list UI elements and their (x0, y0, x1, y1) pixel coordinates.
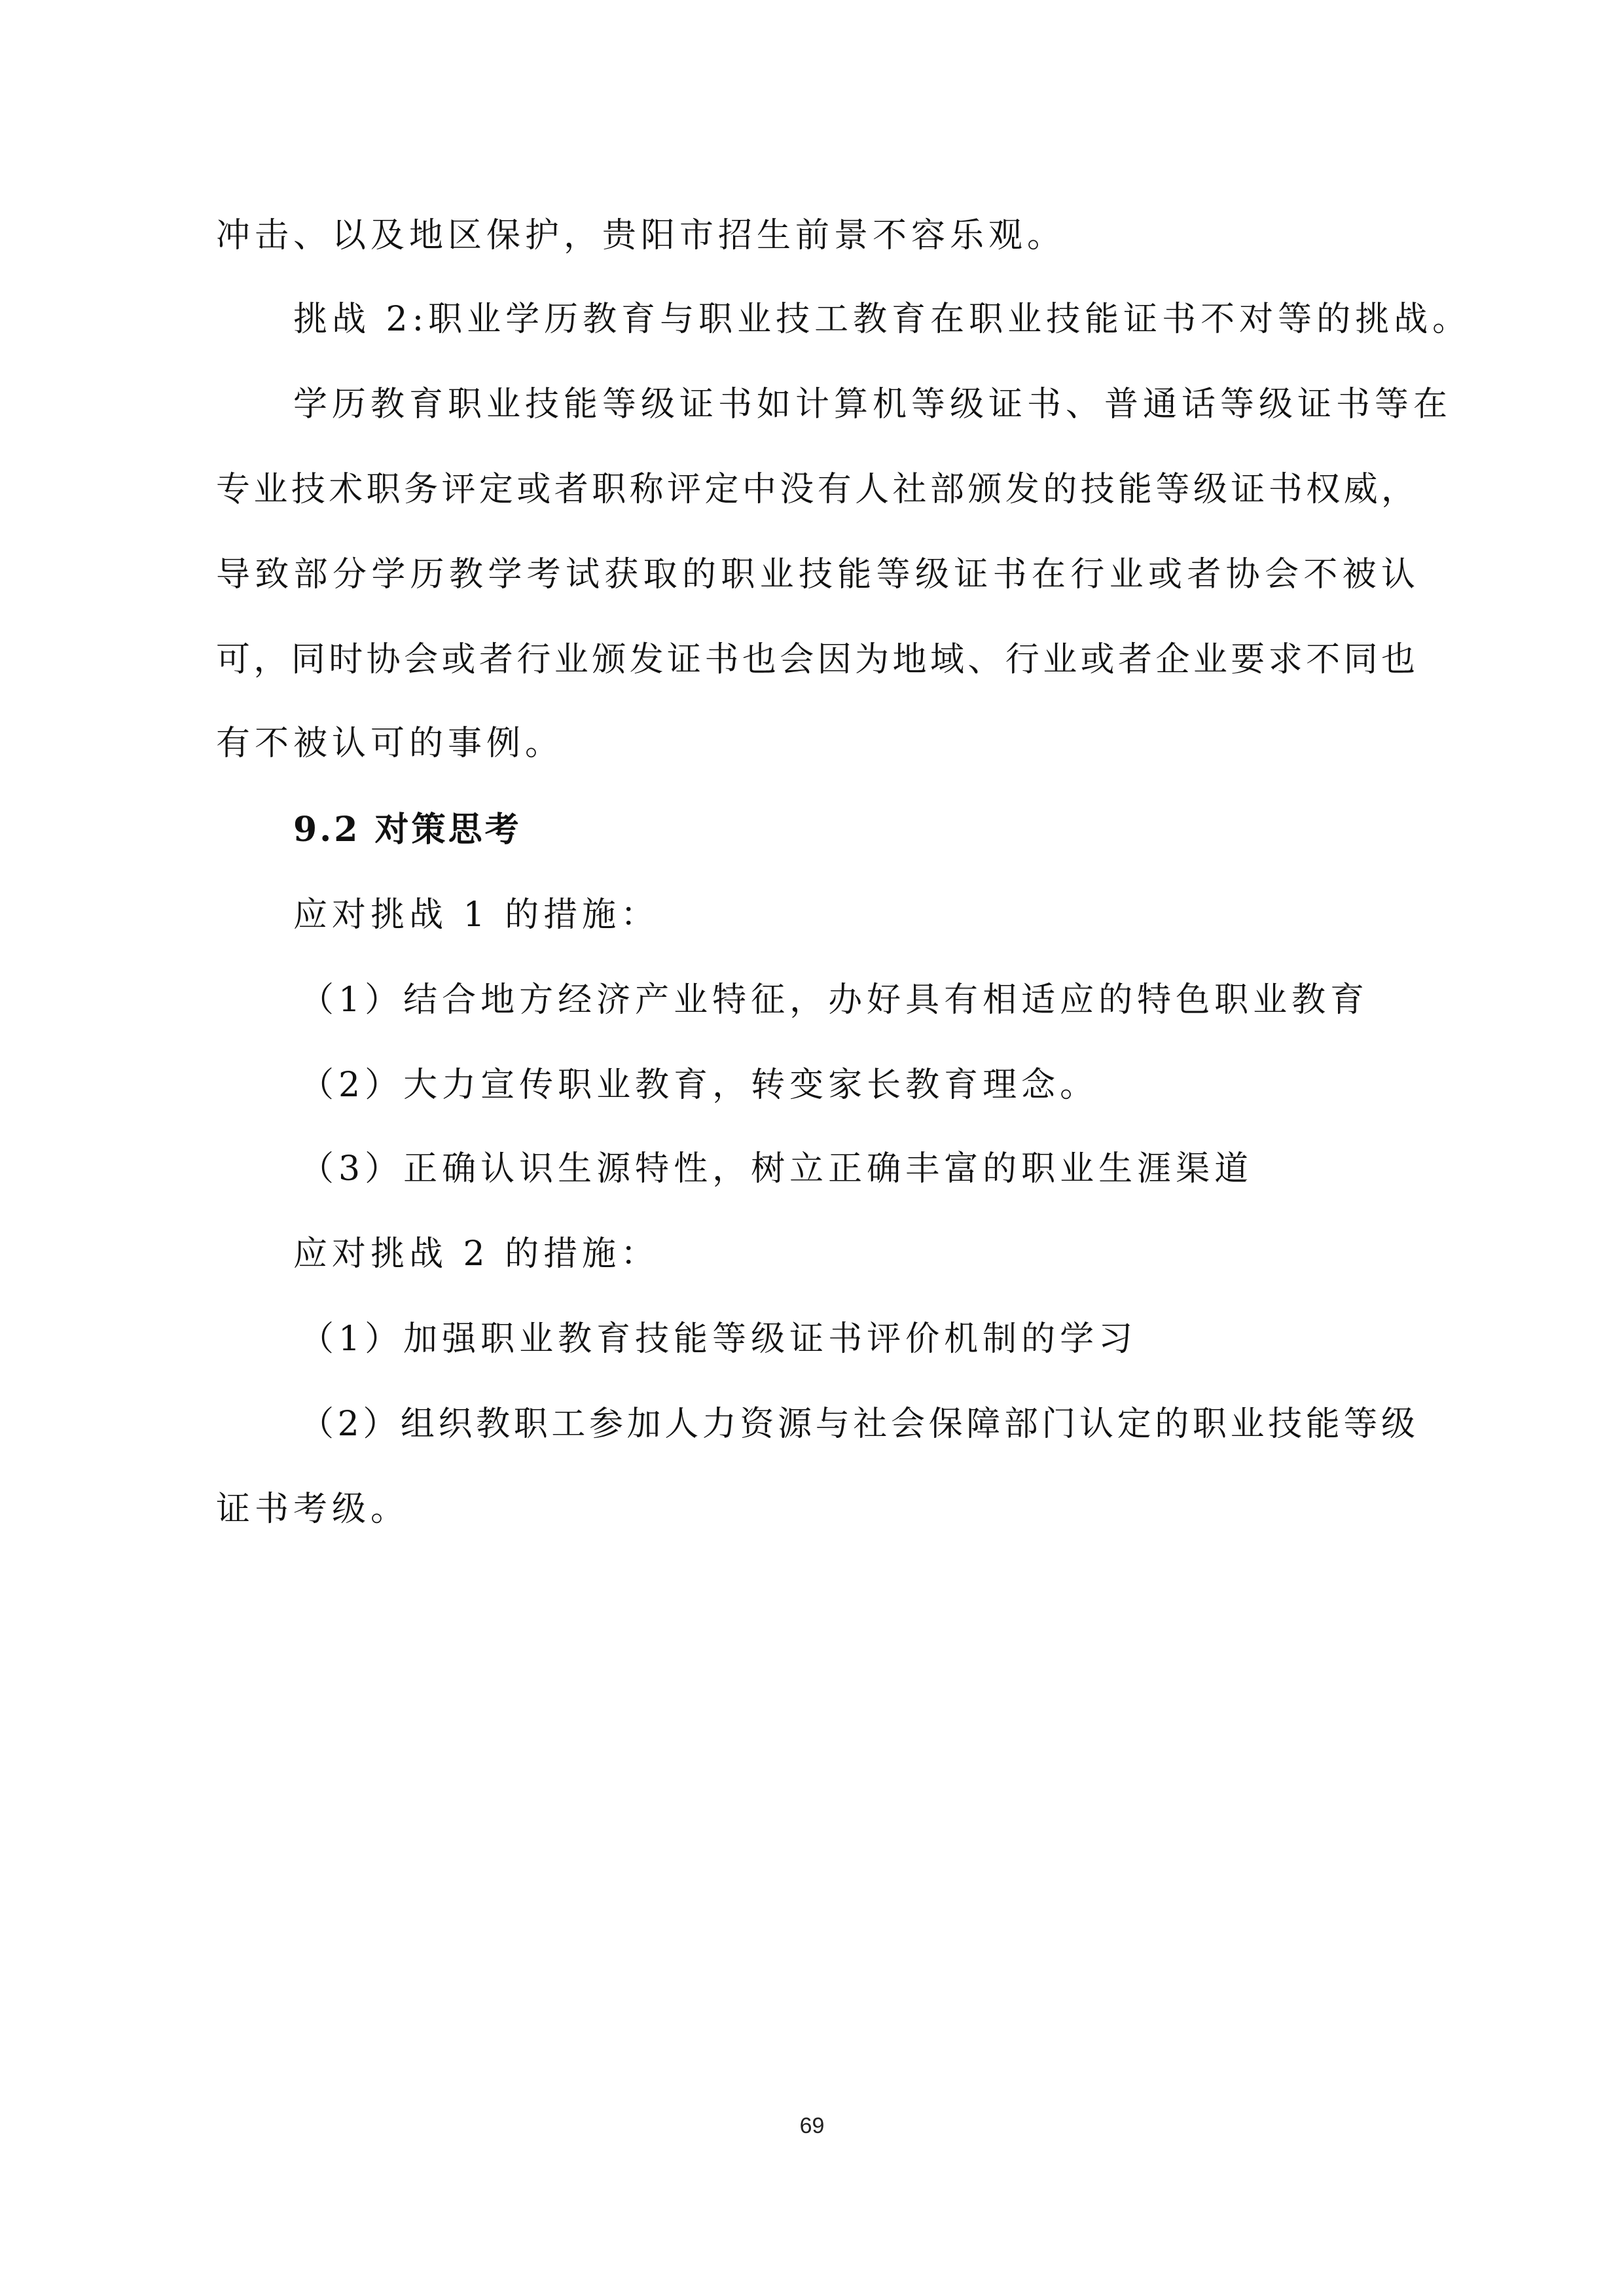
paragraph-line-3: 学历教育职业技能等级证书如计算机等级证书、普通话等级证书等在 (293, 385, 1453, 424)
measure-2-item-2: （2）组织教职工参加人力资源与社会保障部门认定的职业技能等级 (300, 1405, 1415, 1444)
section-heading: 9.2 对策思考 (293, 810, 522, 850)
measure-1-item-1: （1）结合地方经济产业特征，办好具有相适应的特色职业教育 (300, 980, 1369, 1020)
measures-2-heading: 应对挑战 2 的措施： (293, 1234, 660, 1274)
paragraph-line-4: 专业技术职务评定或者职称评定中没有人社部颁发的技能等级证书权威， (216, 470, 1415, 509)
challenge-2-line: 挑战 2:职业学历教育与职业技工教育在职业技能证书不对等的挑战。 (293, 300, 1471, 339)
measures-1-heading: 应对挑战 1 的措施： (293, 895, 660, 935)
paragraph-line-7: 有不被认可的事例。 (216, 724, 564, 763)
measure-2-item-2-continued: 证书考级。 (216, 1490, 410, 1529)
paragraph-line-1: 冲击、以及地区保护，贵阳市招生前景不容乐观。 (216, 216, 1066, 255)
paragraph-line-6: 可，同时协会或者行业颁发证书也会因为地域、行业或者企业要求不同也 (216, 640, 1415, 679)
measure-1-item-3: （3）正确认识生源特性，树立正确丰富的职业生涯渠道 (300, 1149, 1254, 1189)
measure-2-item-1: （1）加强职业教育技能等级证书评价机制的学习 (300, 1319, 1138, 1359)
paragraph-line-5: 导致部分学历教学考试获取的职业技能等级证书在行业或者协会不被认 (216, 555, 1415, 594)
page-number: 69 (799, 2113, 825, 2138)
measure-1-item-2: （2）大力宣传职业教育，转变家长教育理念。 (300, 1066, 1099, 1105)
